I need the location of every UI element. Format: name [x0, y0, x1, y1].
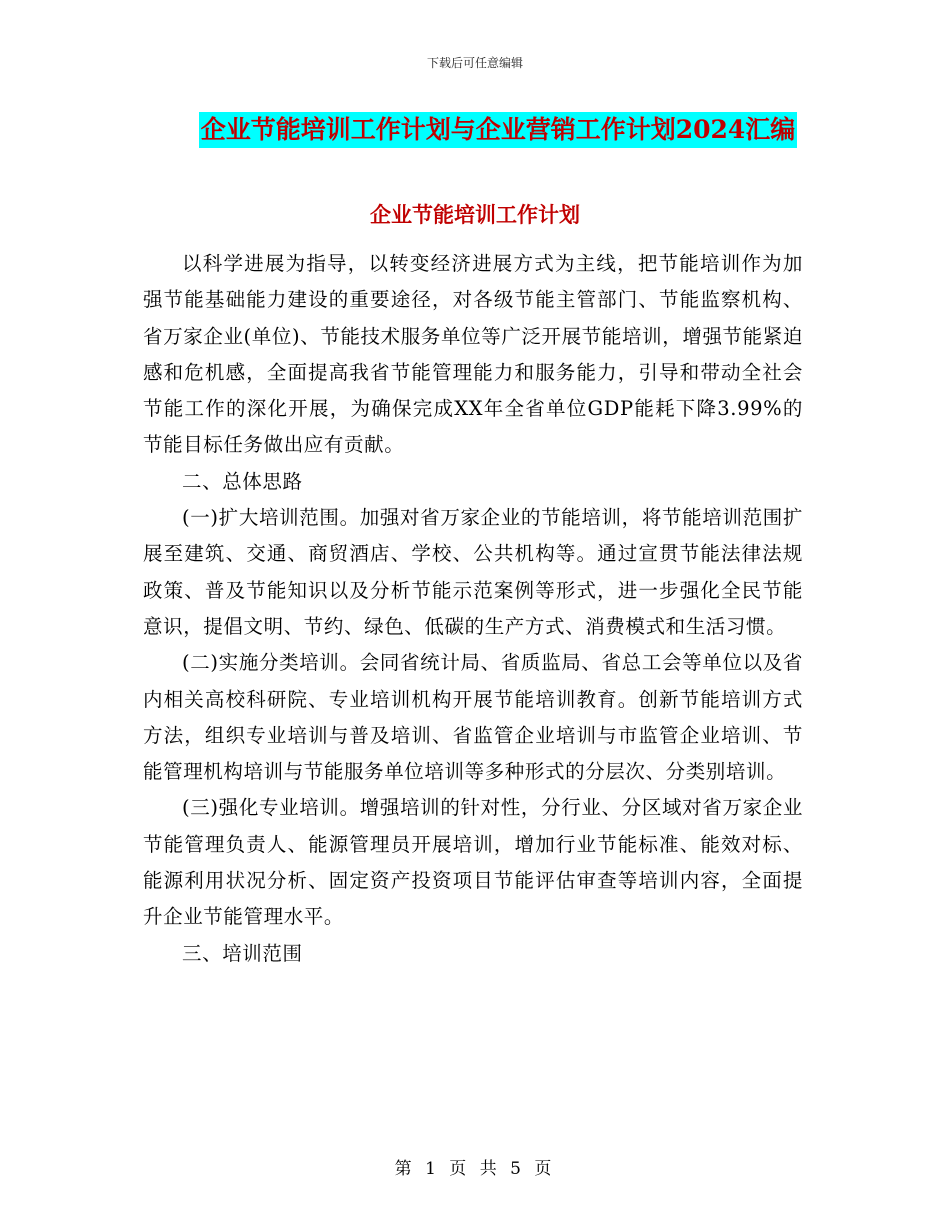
section-title: 企业节能培训工作计划 — [370, 202, 580, 227]
paragraph-professional-training: (三)强化专业培训。增强培训的针对性，分行业、分区域对省万家企业节能管理负责人、能源管理员开展培训，增加行业节能标准、能效对标、能源利用状况分析、固定资产投资项目节能评估审查等培训内容，全面提升企业节能管理水平。 — [143, 796, 803, 929]
heading-overall-approach: 二、总体思路 — [182, 469, 303, 493]
paragraph-expand-scope: (一)扩大培训范围。加强对省万家企业的节能培训，将节能培训范围扩展至建筑、交通、商贸酒店、学校、公共机构等。通过宣贯节能法律法规政策、普及节能知识以及分析节能示范案例等形式，进一步强化全民节能意识，提倡文明、节约、绿色、低碳的生产方式、消费模式和生活习惯。 — [143, 506, 803, 638]
paragraph-classified-training: (二)实施分类培训。会同省统计局、省质监局、省总工会等单位以及省内相关高校科研院、专业培训机构开展节能培训教育。创新节能培训方式方法，组织专业培训与普及培训、省监管企业培训与市监管企业培训、节能管理机构培训与节能服务单位培训等多种形式的分层次、分类别培训。 — [143, 651, 803, 784]
heading-training-scope: 三、培训范围 — [182, 941, 303, 965]
paragraph-intro: 以科学进展为指导，以转变经济进展方式为主线，把节能培训作为加强节能基础能力建设的重要途径，对各级节能主管部门、节能监察机构、省万家企业(单位)、节能技术服务单位等广泛开展节能培训，增强节能紧迫感和危机感，全面提高我省节能管理能力和服务能力，引导和带动全社会节能工作的深化开展，为确保完成XX年全省单位GDP能耗下降3.99%的节能目标任务做出应有贡献。 — [143, 252, 803, 457]
page-number-footer: 第 1 页 共 5 页 — [394, 1159, 556, 1179]
page-header-note: 下载后可任意编辑 — [426, 56, 523, 70]
document-title-container — [0, 112, 950, 148]
document-title: 企业节能培训工作计划与企业营销工作计划2024汇编 — [199, 112, 798, 148]
document-body — [143, 246, 803, 972]
